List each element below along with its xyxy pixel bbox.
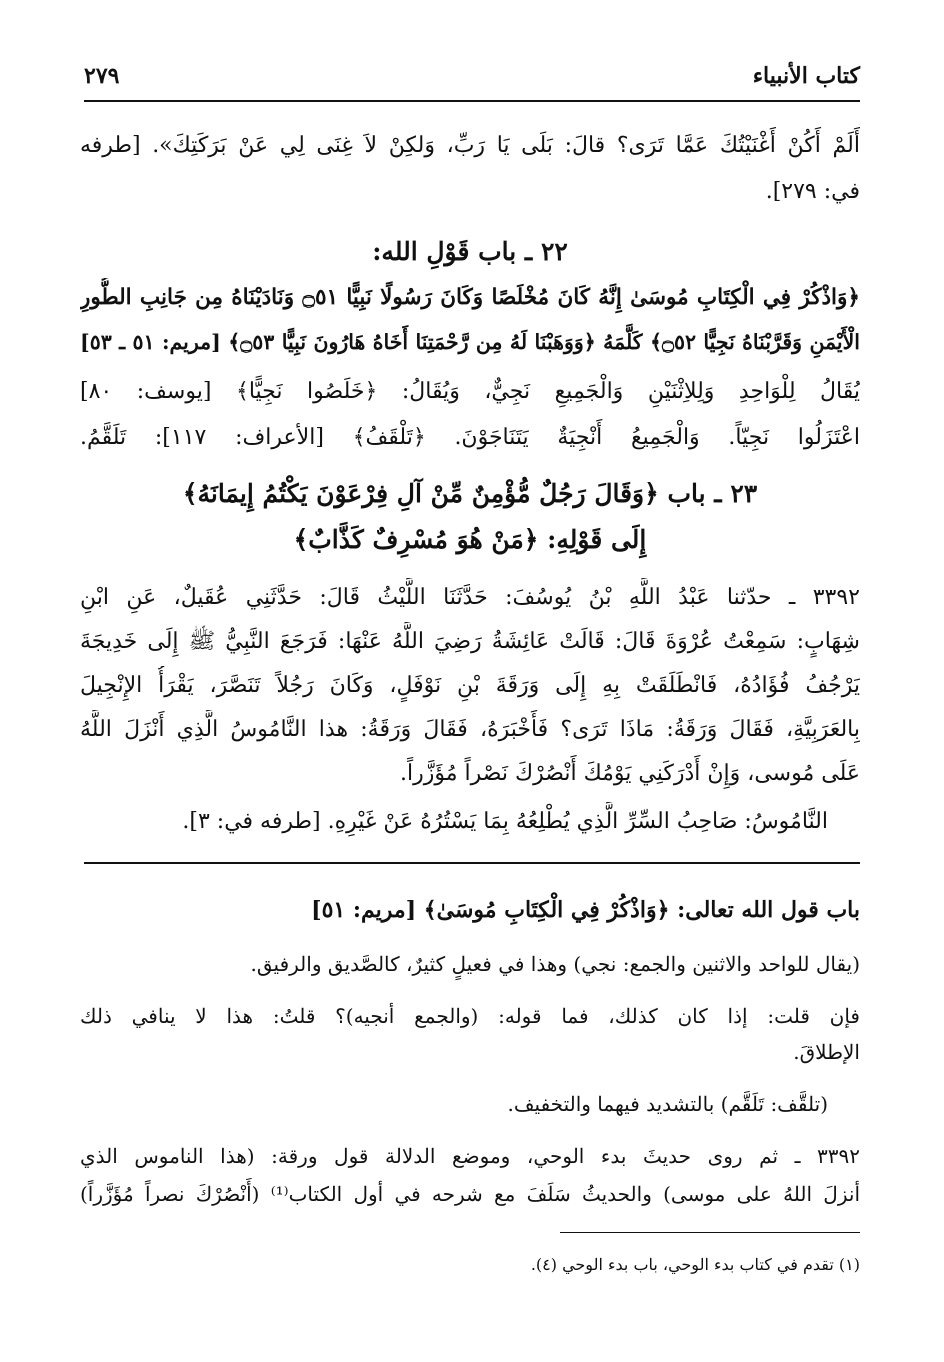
text-line: يُقَالُ لِلْوَاحِدِ وَلِلاِثْنَيْنِ وَالْجَمِيعِ نَجِيٌّ، وَيُقَالُ: ﴿خَلَصُوا نَجِيًّا﴾ [يوسف: ٨٠] — [80, 379, 860, 404]
hadith-3392-line: ٣٣٩٢ ـ حدّثنا عَبْدُ اللَّهِ بْنُ يُوسُفَ: حَدَّثَنَا اللَّيْثُ قَالَ: حَدَّثَنِي عُقَيلٌ، عَنِ ابْنِ — [80, 585, 860, 610]
commentary-paragraph: (تلقَّف: تَلَقَّم) بالتشديد فيهما والتخفيف. — [507, 1092, 828, 1116]
footnote: (١) تقدم في كتاب بدء الوحي، باب بدء الوحي (٤). — [530, 1255, 860, 1274]
hadith-3392-line: شِهَابٍ: سَمِعْتُ عُرْوَةَ قَالَ: قَالَتْ عَائِشَةُ رَضِيَ اللَّهُ عَنْهَا: فَرَجَعَ النَّبِيُّ ﷺ إِلَى خَدِيجَةَ — [80, 629, 860, 654]
commentary-divider — [84, 862, 860, 864]
page-number: ٢٧٩ — [84, 63, 120, 89]
hadith-3392-line: عَلَى مُوسى، وَإِنْ أَدْرَكَنِي يَوْمُكَ أَنْصُرْكَ نَصْراً مُؤَزَّراً. — [400, 761, 860, 786]
header-rule — [84, 100, 860, 102]
quran-verse-line: الْأَيْمَنِ وَقَرَّبْنَاهُ نَجِيًّا ۝٥٢﴾ كَلَّمَهُ ﴿وَوَهَبْنَا لَهُ مِن رَّحْمَتِنَا أَخَاهُ هَارُونَ نَبِيًّا ۝٥٣﴾ [مريم: ٥١ ـ ٥٣] — [80, 330, 860, 354]
bab-23-heading-continued: إِلَى قَوْلِهِ: ﴿مَنْ هُوَ مُسْرِفٌ كَذَّابٌ﴾ — [293, 525, 647, 554]
commentary-paragraph: ٣٣٩٢ ـ ثم روى حديثَ بدء الوحي، وموضع الدلالة قول ورقة: (هذا الناموس الذي — [80, 1144, 860, 1168]
running-header-title: كتاب الأنبياء — [752, 63, 860, 89]
hadith-3392-line: بِالعَرَبِيَّةِ، فَقَالَ وَرَقَةُ: مَاذَا تَرَى؟ فَأَخْبَرَهُ، فَقَالَ وَرَقَةُ: هذا النَّامُوسُ الَّذِي أَنْزَلَ اللَّهُ — [80, 717, 860, 742]
commentary-paragraph: أنزلَ اللهُ على موسى) والحديثُ سَلَفَ مع شرحه في أول الكتاب⁽¹⁾ (أَنْصُرْكَ نصراً مُؤَزَّراً) — [80, 1182, 860, 1206]
footnote-rule — [560, 1232, 860, 1233]
commentary-paragraph-end: الإطلاقَ. — [793, 1040, 860, 1064]
commentary-heading: باب قول الله تعالى: ﴿وَاذْكُرْ فِي الْكِتَابِ مُوسَىٰ﴾ [مريم: ٥١] — [311, 897, 860, 923]
commentary-paragraph: فإن قلت: إذا كان كذلك، فما قوله: (والجمع أنجيه)؟ قلتُ: هذا لا ينافي ذلك — [80, 1004, 860, 1028]
hadith-continuation-line: أَلَمْ أَكُنْ أَغْنَيْتُكَ عَمَّا تَرَى؟ قالَ: بَلَى يَا رَبِّ، وَلكِنْ لاَ غِنَى لِي عَنْ بَرَكَتِكَ». [طرفه — [80, 133, 860, 158]
hadith-3392-line: يَرْجُفُ فُؤَادُهُ، فَانْطَلَقَتْ بِهِ إِلَى وَرَقَةَ بْنِ نَوْفَلٍ، وَكَانَ رَجُلاً تَنَصَّرَ، يَقْرَأُ الإِنْجِيلَ — [80, 673, 860, 698]
namus-definition: النَّامُوسُ: صَاحِبُ السِّرِّ الَّذِي يُطْلِعُهُ بِمَا يَسْتُرُهُ عَنْ غَيْرِهِ. [طرفه في: ٣]. — [182, 809, 828, 834]
commentary-paragraph: (يقال للواحد والاثنين والجمع: نجي) وهذا في فعيلٍ كثيرٌ، كالصَّديق والرفيق. — [250, 952, 860, 976]
text-line: اعْتَزَلُوا نَجِيّاً. وَالْجَمِيعُ أَنْجِيَةٌ يَتَنَاجَوْنَ. ﴿تَلْقَفُ﴾ [الأعراف: ١١٧]: تَلَقَّمُ. — [80, 425, 860, 450]
hadith-reference-line: في: ٢٧٩]. — [765, 179, 860, 204]
bab-22-heading: ٢٢ ـ باب قَوْلِ الله: — [372, 237, 568, 266]
bab-23-heading: ٢٣ ـ باب ﴿وَقَالَ رَجُلٌ مُّؤْمِنٌ مِّنْ آلِ فِرْعَوْنَ يَكْتُمُ إِيمَانَهُ﴾ — [182, 479, 758, 508]
quran-verse-line: ﴿وَاذْكُرْ فِي الْكِتَابِ مُوسَىٰ إِنَّهُ كَانَ مُخْلَصًا وَكَانَ رَسُولًا نَبِيًّا ۝٥١ وَنَادَيْنَاهُ مِن جَانِبِ الطُّورِ — [80, 285, 860, 310]
